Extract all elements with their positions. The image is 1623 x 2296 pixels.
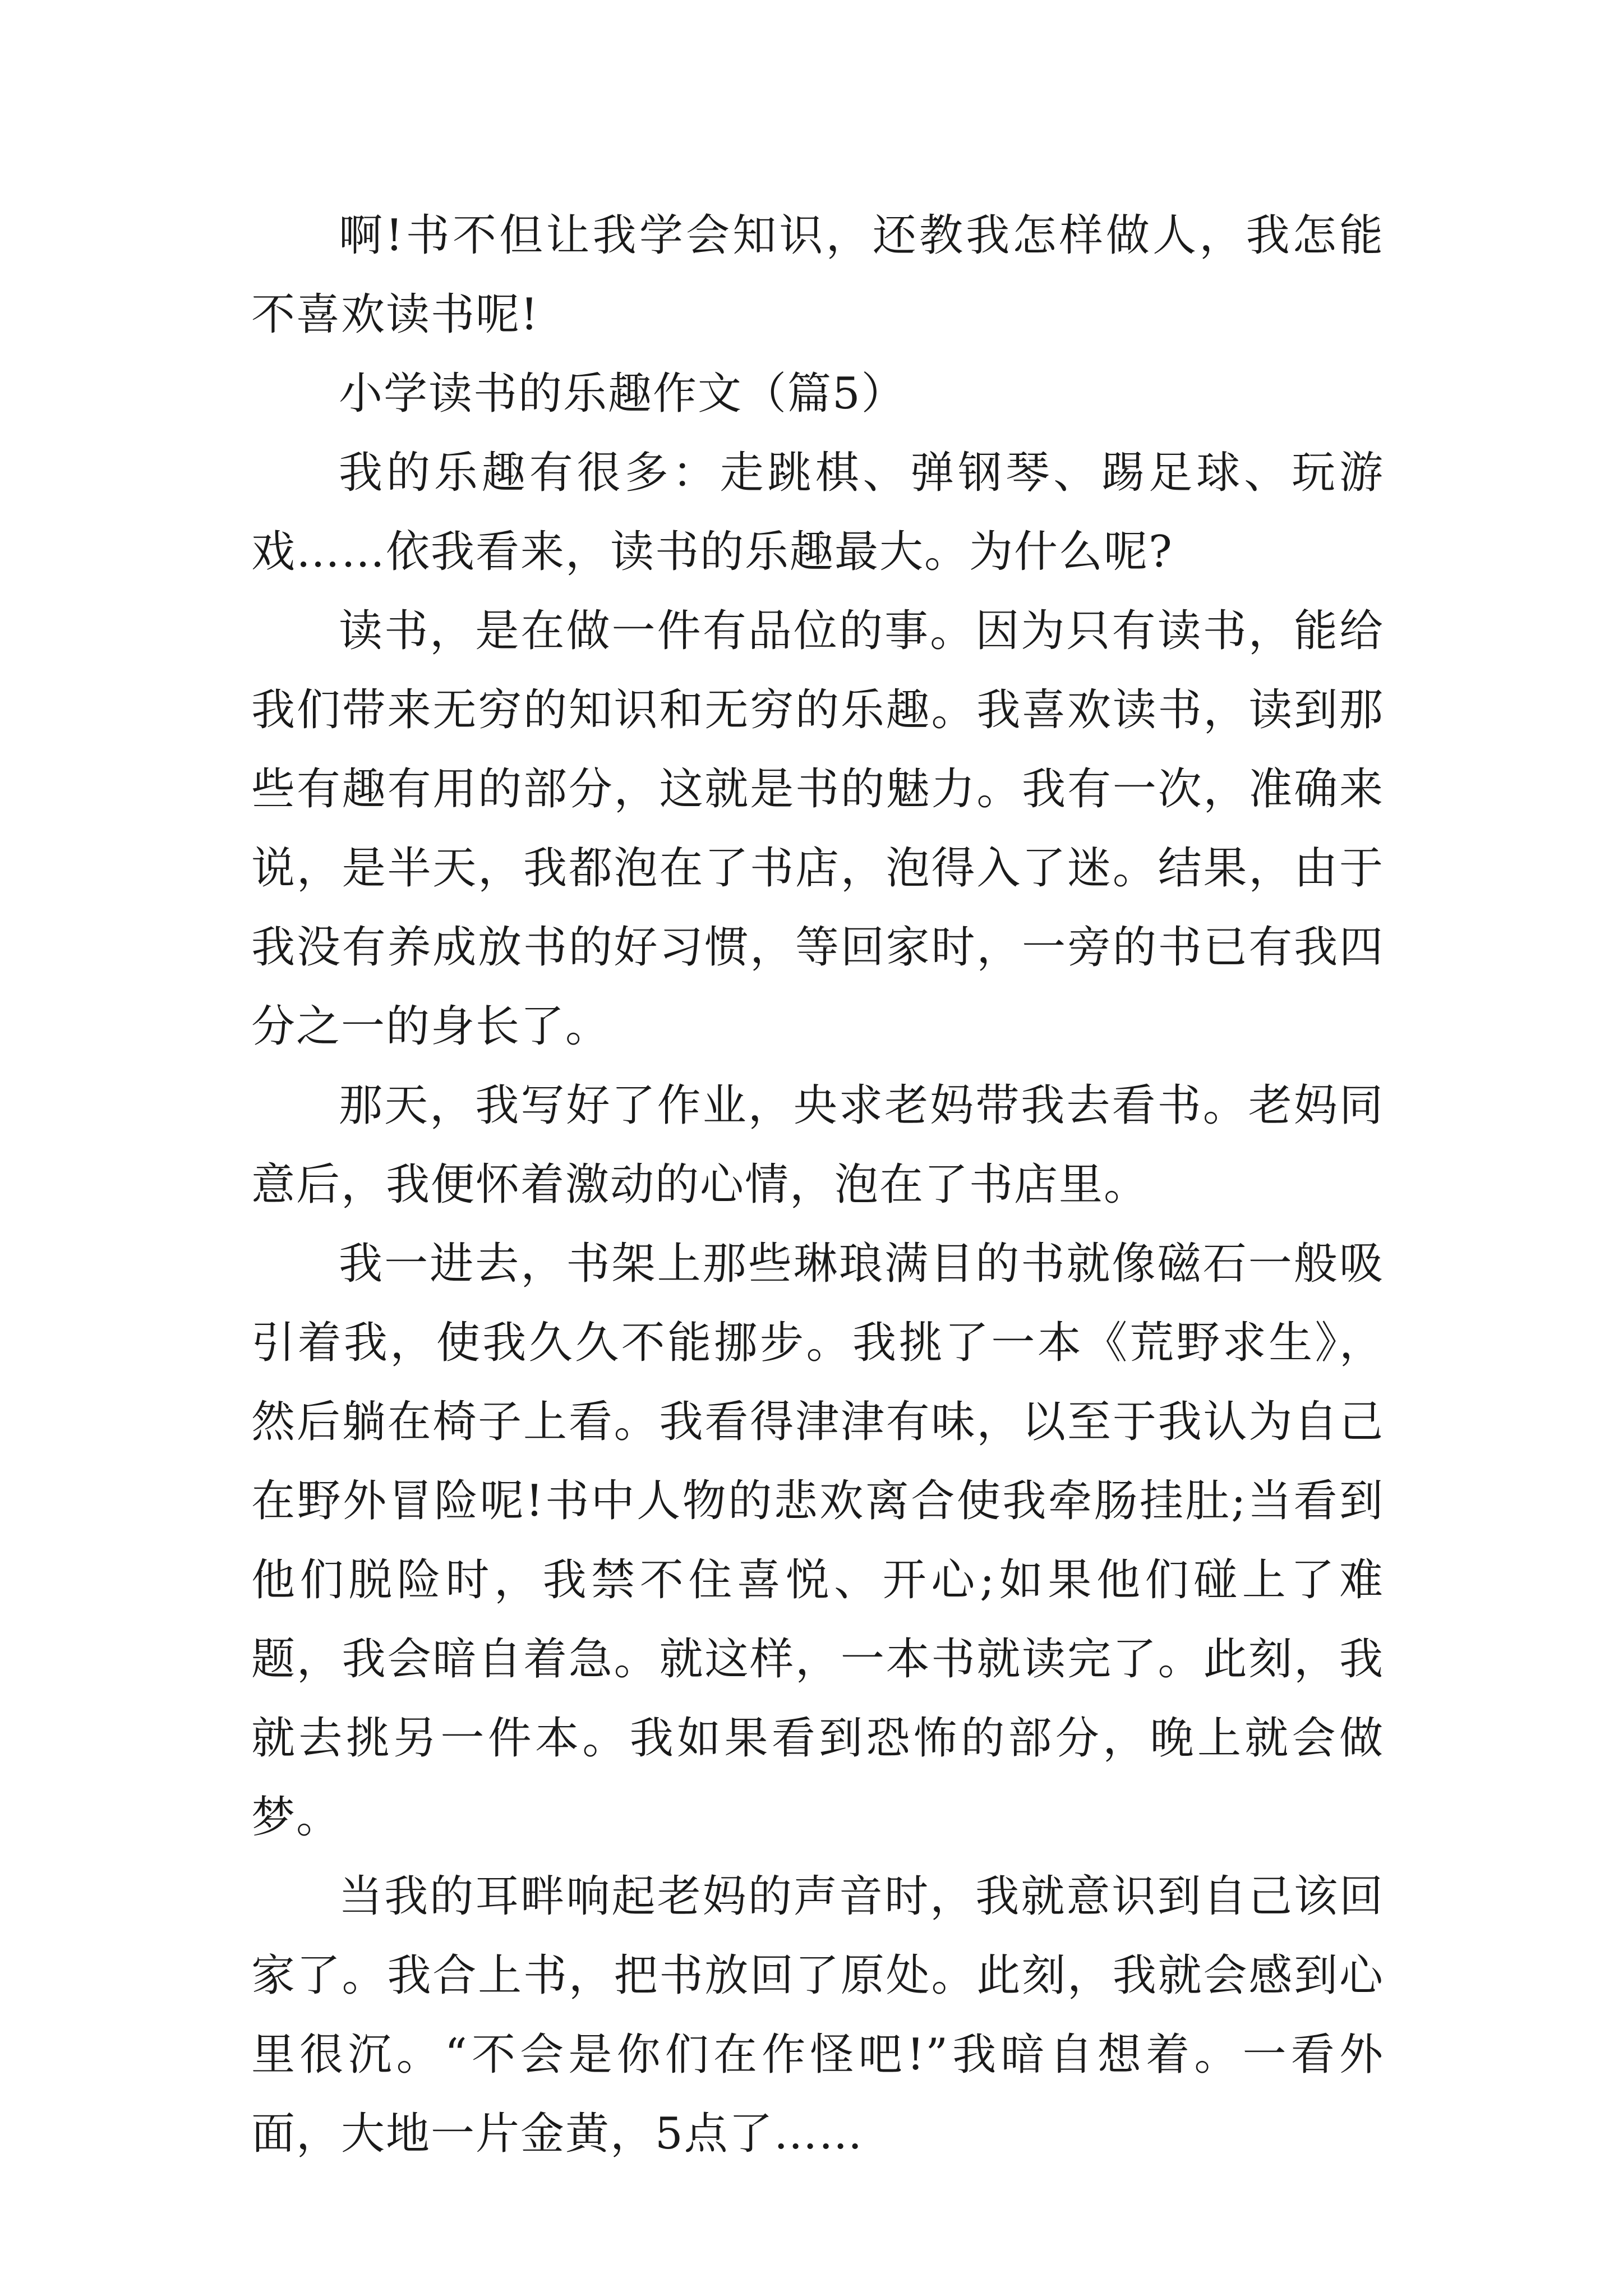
paragraph-5: 当我的耳畔响起老妈的声音时，我就意识到自己该回家了。我合上书，把书放回了原处。此刻，我就会感到心里很沉。“不会是你们在作怪吧!”我暗自想着。一看外面，大地一片金黄，5点了…… <box>251 1871 1384 2159</box>
essay-body <box>251 196 1384 2174</box>
paragraph-closing-previous: 啊!书不但让我学会知识，还教我怎样做人，我怎能不喜欢读书呢! <box>251 210 1384 340</box>
paragraph-2: 读书，是在做一件有品位的事。因为只有读书，能给我们带来无穷的知识和无穷的乐趣。我喜欢读书，读到那些有趣有用的部分，这就是书的魅力。我有一次，准确来说，是半天，我都泡在了书店，泡得入了迷。结果，由于我没有养成放书的好习惯，等回家时，一旁的书已有我四分之一的身长了。 <box>251 606 1384 1052</box>
paragraph-1: 我的乐趣有很多：走跳棋、弹钢琴、踢足球、玩游戏……依我看来，读书的乐趣最大。为什么呢? <box>251 448 1384 577</box>
essay-title: 小学读书的乐趣作文（篇5） <box>339 369 906 419</box>
paragraph-3: 那天，我写好了作业，央求老妈带我去看书。老妈同意后，我便怀着激动的心情，泡在了书店里。 <box>251 1080 1384 1210</box>
paragraph-4: 我一进去，书架上那些琳琅满目的书就像磁石一般吸引着我，使我久久不能挪步。我挑了一本《荒野求生》，然后躺在椅子上看。我看得津津有味，以至于我认为自己在野外冒险呢!书中人物的悲欢离合使我牵肠挂肚;当看到他们脱险时，我禁不住喜悦、开心;如果他们碰上了难题，我会暗自着急。就这样，一本书就读完了。此刻，我就去挑另一件本。我如果看到恐怖的部分，晚上就会做梦。 <box>251 1239 1384 1843</box>
